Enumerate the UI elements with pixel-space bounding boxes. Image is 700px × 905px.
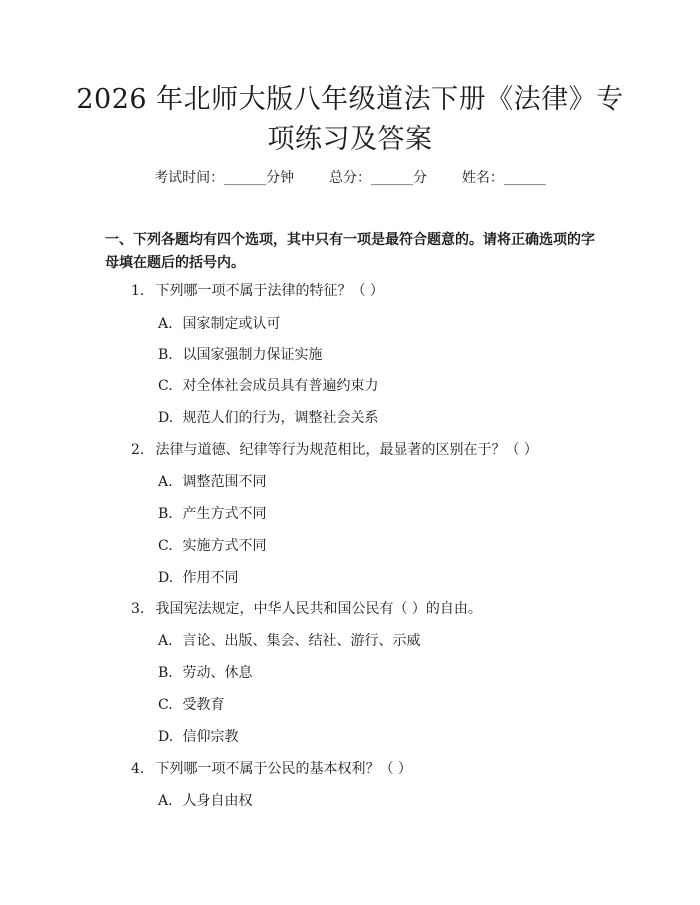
option-letter: C. — [158, 378, 173, 394]
question-1 — [131, 281, 591, 301]
option-letter: B. — [158, 665, 173, 681]
question-1-option-c — [158, 376, 578, 396]
question-3 — [131, 599, 591, 619]
question-text: 下列哪一项不属于法律的特征？（ ） — [155, 283, 384, 299]
question-1-option-a — [158, 314, 578, 334]
question-3-option-d — [158, 727, 578, 747]
option-letter: A. — [158, 633, 173, 649]
question-1-option-d — [158, 408, 578, 428]
question-number: 4. — [131, 761, 145, 777]
question-text: 下列哪一项不属于公民的基本权利？（ ） — [155, 761, 412, 777]
option-text: 实施方式不同 — [182, 538, 267, 554]
question-number: 1. — [131, 283, 145, 299]
option-text: 国家制定或认可 — [182, 316, 281, 332]
question-text: 法律与道德、纪律等行为规范相比，最显著的区别在于？（ ） — [155, 442, 538, 458]
question-3-option-a — [158, 631, 578, 651]
option-letter: C. — [158, 697, 173, 713]
option-text: 产生方式不同 — [182, 506, 267, 522]
exam-time-label: 考试时间：______分钟 — [154, 170, 295, 186]
option-letter: B. — [158, 506, 173, 522]
name-label: 姓名：______ — [461, 170, 546, 186]
question-2-option-b — [158, 504, 578, 524]
question-number: 2. — [131, 442, 145, 458]
question-text: 我国宪法规定，中华人民共和国公民有（ ）的自由。 — [155, 601, 482, 617]
option-text: 言论、出版、集会、结社、游行、示威 — [182, 633, 421, 649]
option-text: 规范人们的行为，调整社会关系 — [182, 410, 379, 426]
question-4 — [131, 759, 591, 779]
option-letter: A. — [158, 793, 173, 809]
question-2-option-d — [158, 568, 578, 588]
option-letter: D. — [158, 729, 174, 745]
exam-meta — [0, 168, 700, 188]
option-letter: B. — [158, 347, 173, 363]
question-2-option-c — [158, 536, 578, 556]
option-letter: A. — [158, 474, 173, 490]
option-text: 作用不同 — [182, 570, 239, 586]
option-letter: D. — [158, 570, 174, 586]
option-text: 人身自由权 — [182, 793, 253, 809]
total-score-label: 总分：______分 — [329, 170, 427, 186]
option-text: 受教育 — [182, 697, 225, 713]
option-text: 信仰宗教 — [182, 729, 239, 745]
option-text: 调整范围不同 — [182, 474, 267, 490]
question-number: 3. — [131, 601, 145, 617]
option-text: 以国家强制力保证实施 — [182, 347, 323, 363]
option-letter: D. — [158, 410, 174, 426]
question-1-option-b — [158, 345, 578, 365]
question-4-option-a — [158, 791, 578, 811]
section-heading: 一、下列各题均有四个选项，其中只有一项是最符合题意的。请将正确选项的字母填在题后的括号内。 — [105, 232, 595, 271]
option-text: 劳动、休息 — [182, 665, 253, 681]
question-2 — [131, 440, 591, 460]
option-text: 对全体社会成员具有普遍约束力 — [182, 378, 379, 394]
question-3-option-c — [158, 695, 578, 715]
document-title: 2026 年北师大版八年级道法下册《法律》专项练习及答案 — [76, 84, 624, 155]
question-3-option-b — [158, 663, 578, 683]
option-letter: A. — [158, 316, 173, 332]
option-letter: C. — [158, 538, 173, 554]
question-2-option-a — [158, 472, 578, 492]
